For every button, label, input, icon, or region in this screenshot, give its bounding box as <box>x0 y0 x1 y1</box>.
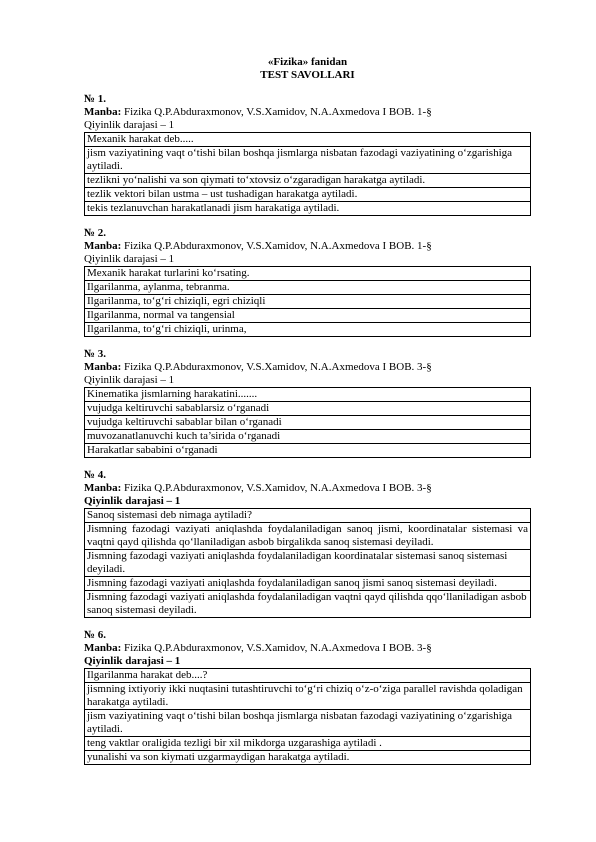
difficulty-level: Qiyinlik darajasi – 1 <box>84 655 181 667</box>
source-label: Manba: <box>84 106 122 118</box>
difficulty-level: Qiyinlik darajasi – 1 <box>84 253 175 265</box>
table-row <box>85 133 531 147</box>
table-row <box>85 577 531 591</box>
subject-title: «Fizika» fanidan <box>267 56 348 68</box>
answer-option: Jismning fazodagi vaziyati aniqlashda foydalaniladigan vaqtni qayd qilishda qqo‘llaniladigan asbob sanoq sistemasi deyiladi. <box>85 591 531 618</box>
answer-option: Harakatlar sababini o‘rganadi <box>85 444 531 458</box>
question-block <box>84 348 531 458</box>
table-row <box>85 267 531 281</box>
question-number: № 2. <box>84 227 107 239</box>
source-label: Manba: <box>84 642 122 654</box>
answer-option: vujudga keltiruvchi sabablar bilan o‘rganadi <box>85 416 531 430</box>
document-title: TEST SAVOLLARI <box>260 69 355 81</box>
table-row <box>85 523 531 550</box>
table-row <box>85 402 531 416</box>
source-text: Fizika Q.P.Abduraxmonov, V.S.Xamidov, N.A.Axmedova I BOB. 1-§ <box>121 240 432 252</box>
answer-option: Jismning fazodagi vaziyati aniqlashda foydalaniladigan sanoq jismi sanoq sistemasi deyiladi. <box>85 577 531 591</box>
answer-option: teng vaktlar oraligida tezligi bir xil mikdorga uzgarashiga aytiladi . <box>85 737 531 751</box>
answer-option: Ilgarilanma, aylanma, tebranma. <box>85 281 531 295</box>
table-row <box>85 430 531 444</box>
table-row <box>85 737 531 751</box>
question-number: № 1. <box>84 93 107 105</box>
answer-option: vujudga keltiruvchi sabablarsiz o‘rganadi <box>85 402 531 416</box>
answer-option: jism vaziyatining vaqt o‘tishi bilan boshqa jismlarga nisbatan fazodagi vaziyatining o‘zgarishiga aytiladi. <box>85 710 531 737</box>
answer-table <box>84 387 531 458</box>
table-row <box>85 550 531 577</box>
answer-option: muvozanatlanuvchi kuch ta’sirida o‘rganadi <box>85 430 531 444</box>
question-source <box>84 642 531 655</box>
answer-option: Ilgarilanma, to‘g‘ri chiziqli, egri chiziqli <box>85 295 531 309</box>
source-label: Manba: <box>84 240 122 252</box>
question-block <box>84 629 531 765</box>
question-number: № 6. <box>84 629 107 641</box>
question-source <box>84 106 531 119</box>
answer-table <box>84 508 531 618</box>
answer-option: tezlikni yo‘nalishi va son qiymati to‘xtovsiz o‘zgaradigan harakatga aytiladi. <box>85 174 531 188</box>
difficulty-level: Qiyinlik darajasi – 1 <box>84 119 175 131</box>
question-number: № 4. <box>84 469 107 481</box>
question-text: Mexanik harakat turlarini ko‘rsating. <box>85 267 531 281</box>
table-row <box>85 416 531 430</box>
table-row <box>85 147 531 174</box>
question-source <box>84 482 531 495</box>
answer-option: jism vaziyatining vaqt o‘tishi bilan boshqa jismlarga nisbatan fazodagi vaziyatining o‘zgarishiga aytiladi. <box>85 147 531 174</box>
answer-option: yunalishi va son kiymati uzgarmaydigan harakatga aytiladi. <box>85 751 531 765</box>
answer-table <box>84 132 531 216</box>
answer-option: jismning ixtiyoriy ikki nuqtasini tutashtiruvchi to‘g‘ri chiziq o‘z-o‘ziga parallel ravishda qoladigan harakatga aytiladi. <box>85 683 531 710</box>
answer-option: Jismning fazodagi vaziyati aniqlashda foydalaniladigan koordinatalar sistemasi sanoq sistemasi deyiladi. <box>85 550 531 577</box>
table-row <box>85 295 531 309</box>
table-row <box>85 444 531 458</box>
answer-option: tezlik vektori bilan ustma – ust tushadigan harakatga aytiladi. <box>85 188 531 202</box>
table-row <box>85 509 531 523</box>
table-row <box>85 188 531 202</box>
question-block <box>84 469 531 618</box>
difficulty-level: Qiyinlik darajasi – 1 <box>84 495 181 507</box>
table-row <box>85 669 531 683</box>
source-text: Fizika Q.P.Abduraxmonov, V.S.Xamidov, N.A.Axmedova I BOB. 3-§ <box>121 642 432 654</box>
table-row <box>85 751 531 765</box>
test-document <box>84 56 531 765</box>
table-row <box>85 591 531 618</box>
source-text: Fizika Q.P.Abduraxmonov, V.S.Xamidov, N.A.Axmedova I BOB. 3-§ <box>121 361 432 373</box>
table-row <box>85 309 531 323</box>
table-row <box>85 388 531 402</box>
table-row <box>85 174 531 188</box>
table-row <box>85 281 531 295</box>
answer-table <box>84 266 531 337</box>
question-number: № 3. <box>84 348 107 360</box>
question-text: Mexanik harakat deb..... <box>85 133 531 147</box>
source-text: Fizika Q.P.Abduraxmonov, V.S.Xamidov, N.A.Axmedova I BOB. 3-§ <box>121 482 432 494</box>
source-text: Fizika Q.P.Abduraxmonov, V.S.Xamidov, N.A.Axmedova I BOB. 1-§ <box>121 106 432 118</box>
question-text: Kinematika jismlarning harakatini....... <box>85 388 531 402</box>
answer-option: Jismning fazodagi vaziyati aniqlashda foydalaniladigan sanoq jismi, koordinatalar sistemasi va vaqtni qayd qilishda qo‘llaniladigan asbob birgalikda sanoq sistemasi deyiladi. <box>85 523 531 550</box>
table-row <box>85 323 531 337</box>
question-source <box>84 361 531 374</box>
question-text: Ilgarilanma harakat deb....? <box>85 669 531 683</box>
answer-option: Ilgarilanma, normal va tangensial <box>85 309 531 323</box>
difficulty-level: Qiyinlik darajasi – 1 <box>84 374 175 386</box>
table-row <box>85 710 531 737</box>
answer-option: Ilgarilanma, to‘g‘ri chiziqli, urinma, <box>85 323 531 337</box>
table-row <box>85 202 531 216</box>
source-label: Manba: <box>84 361 122 373</box>
source-label: Manba: <box>84 482 122 494</box>
question-source <box>84 240 531 253</box>
question-block <box>84 227 531 337</box>
table-row <box>85 683 531 710</box>
answer-option: tekis tezlanuvchan harakatlanadi jism harakatiga aytiladi. <box>85 202 531 216</box>
answer-table <box>84 668 531 765</box>
question-text: Sanoq sistemasi deb nimaga aytiladi? <box>85 509 531 523</box>
question-block <box>84 93 531 216</box>
